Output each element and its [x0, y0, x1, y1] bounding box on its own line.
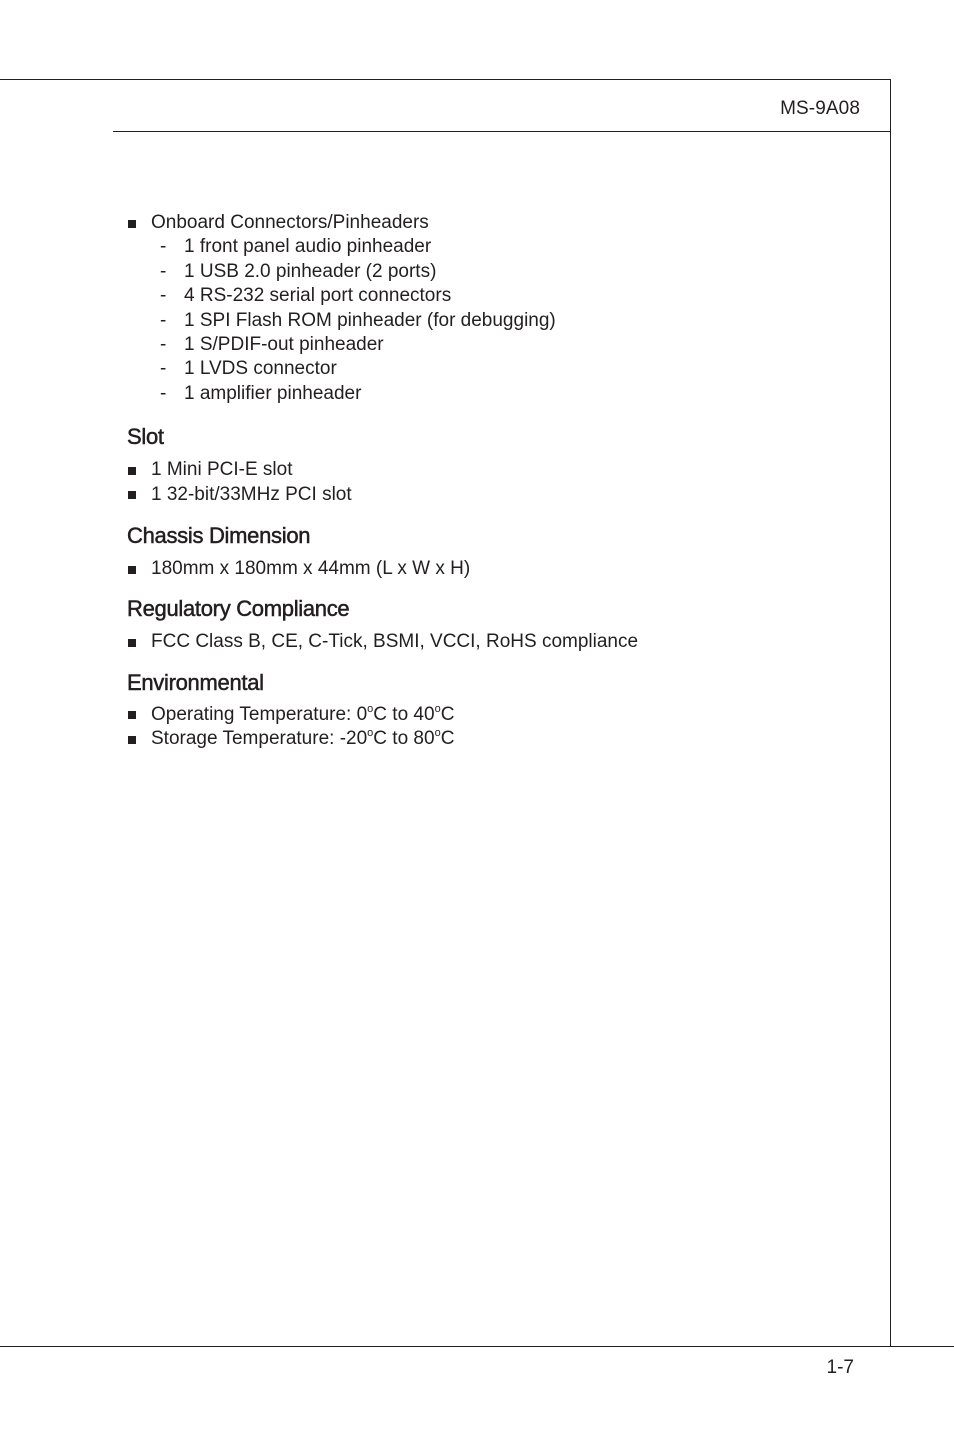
degree-symbol: o	[434, 702, 441, 715]
list-item-storage-temperature	[127, 727, 867, 751]
storage-middle: C to 80	[373, 728, 435, 750]
dash-bullet-icon: -	[160, 382, 167, 404]
sub-item-text: 1 LVDS connector	[184, 358, 337, 380]
list-item-text: FCC Class B, CE, C-Tick, BSMI, VCCI, RoHS compliance	[151, 631, 639, 653]
list-item	[127, 458, 867, 482]
sub-list-item	[127, 235, 867, 259]
operating-middle: C to 40	[373, 703, 435, 725]
sub-list-item	[127, 260, 867, 284]
square-bullet-icon	[128, 736, 136, 744]
slot-list	[127, 458, 867, 507]
operating-end: C	[440, 703, 455, 725]
list-item-text: 180mm x 180mm x 44mm (L x W x H)	[151, 558, 471, 580]
list-item	[127, 630, 867, 654]
header-rule	[113, 131, 891, 132]
degree-symbol: o	[367, 727, 374, 740]
bottom-border-line	[0, 1346, 954, 1347]
sub-item-text: 4 RS-232 serial port connectors	[184, 285, 452, 307]
section-title-chassis-dimension: Chassis Dimension	[127, 523, 311, 549]
section-title-slot: Slot	[127, 424, 164, 450]
sub-item-text: 1 S/PDIF-out pinheader	[184, 334, 384, 356]
sub-list-item	[127, 333, 867, 357]
storage-label: Storage Temperature: -20	[151, 728, 368, 750]
square-bullet-icon	[128, 220, 136, 228]
model-number: MS-9A08	[780, 98, 860, 119]
chassis-list	[127, 557, 867, 581]
list-item	[127, 211, 867, 235]
dash-bullet-icon: -	[160, 334, 167, 356]
onboard-sub-list	[127, 235, 867, 406]
onboard-title: Onboard Connectors/Pinheaders	[151, 212, 429, 233]
list-item	[127, 483, 867, 507]
sub-list-item	[127, 284, 867, 308]
list-item	[127, 557, 867, 581]
dash-bullet-icon: -	[160, 285, 167, 307]
page-number: 1-7	[826, 1357, 854, 1378]
sub-item-text: 1 front panel audio pinheader	[184, 236, 432, 258]
degree-symbol: o	[367, 702, 374, 715]
square-bullet-icon	[128, 491, 136, 499]
list-item-text: 1 Mini PCI-E slot	[151, 459, 293, 481]
square-bullet-icon	[128, 467, 136, 475]
sub-list-item	[127, 357, 867, 381]
square-bullet-icon	[128, 566, 136, 574]
storage-end: C	[440, 728, 455, 750]
environmental-list	[127, 703, 867, 752]
onboard-list	[127, 211, 867, 235]
sub-list-item	[127, 309, 867, 333]
section-title-regulatory-compliance: Regulatory Compliance	[127, 596, 350, 622]
sub-list-item	[127, 382, 867, 406]
dash-bullet-icon: -	[160, 236, 167, 258]
sub-item-text: 1 USB 2.0 pinheader (2 ports)	[184, 260, 437, 282]
dash-bullet-icon: -	[160, 358, 167, 380]
operating-label: Operating Temperature: 0	[151, 703, 368, 725]
dash-bullet-icon: -	[160, 260, 167, 282]
list-item-text: 1 32-bit/33MHz PCI slot	[151, 483, 352, 505]
spec-content	[127, 211, 867, 752]
right-border-line	[890, 79, 891, 1346]
sub-item-text: 1 SPI Flash ROM pinheader (for debugging)	[184, 309, 556, 331]
dash-bullet-icon: -	[160, 309, 167, 331]
square-bullet-icon	[128, 639, 136, 647]
top-border-line	[0, 79, 891, 80]
regulatory-list	[127, 630, 867, 654]
sub-item-text: 1 amplifier pinheader	[184, 382, 362, 404]
section-title-environmental: Environmental	[127, 669, 264, 695]
list-item-operating-temperature	[127, 703, 867, 727]
square-bullet-icon	[128, 711, 136, 719]
degree-symbol: o	[434, 727, 441, 740]
